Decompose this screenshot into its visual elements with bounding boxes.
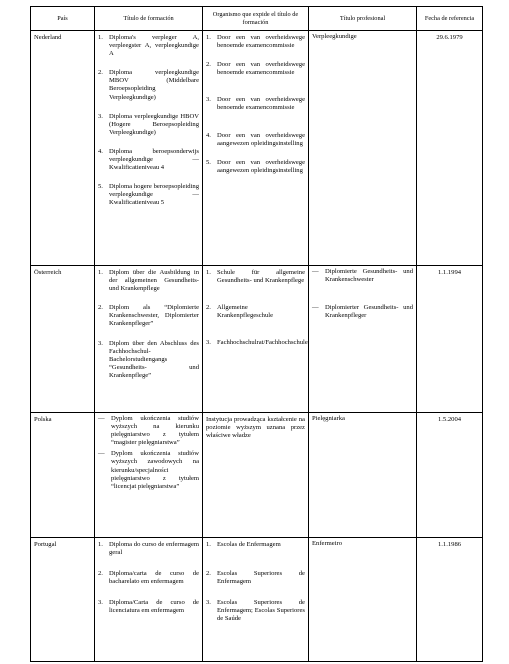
country-cell: Polska xyxy=(31,413,95,538)
list-item: 4. Diploma beroepsonderwijs verpleegkundige — Kwalificatieniveau 4 xyxy=(98,147,199,172)
list-item: 3. Fachhochschulrat/Fachhochschule xyxy=(206,339,308,347)
list-item: 1. Schule für allgemeine Gesundheits- und Krankenpflege xyxy=(206,269,305,285)
list-item: 1. Door een van overheidswege benoemde examencommissie xyxy=(206,34,305,50)
table-row xyxy=(31,31,483,266)
list-item: 3. Door een van overheidswege benoemde examencommissie xyxy=(206,96,305,112)
list-item: 3. Diplom über den Abschluss des Fachhochschul-Bachelorstudiengangs “Gesundheits- und Krankenpflege” xyxy=(98,339,199,379)
country-cell: Österreich xyxy=(31,266,95,413)
list-item: 5. Door een van overheidswege aangewezen opleidingsinstelling xyxy=(206,158,305,174)
issuing-body-cell xyxy=(203,538,309,662)
country-cell: Portugal xyxy=(31,538,95,662)
list-item: 1. Escolas de Enfermagem xyxy=(206,541,281,548)
reference-date-cell: 29.6.1979 xyxy=(417,31,483,266)
reference-date-cell: 1.1.1986 xyxy=(417,538,483,662)
list-item: 2. Escolas Superiores de Enfermagem xyxy=(206,570,305,586)
list-item: 2. Allgemeine Krankenpflegeschule xyxy=(206,304,274,320)
professional-title-cell: Pielęgniarka xyxy=(309,413,417,538)
list-item: 1. Diploma's verpleger A, verpleegster A, verpleegkundige A xyxy=(98,34,199,58)
issuing-body-cell: Instytucja prowadząca kształcenie na poziomie wyższym uznana przez właściwe władze xyxy=(203,413,309,538)
list-item: — Dyplom ukończenia studiów wyższych na kierunku pielęgniarstwo z tytułem “magister pielęgniarstwa” xyxy=(98,415,199,447)
qualifications-table xyxy=(30,6,483,662)
list-item: 4. Door een van overheidswege aangewezen opleidingsinstelling xyxy=(206,131,305,147)
issuing-body-cell xyxy=(203,31,309,266)
header-reference-date: Fecha de referencia xyxy=(417,7,483,31)
issuing-body-cell xyxy=(203,266,309,413)
professional-title-cell: Verpleegkundige xyxy=(309,31,417,266)
list-item: 5. Diploma hogere beroepsopleiding verpleegkundige — Kwalificatieniveau 5 xyxy=(98,183,199,207)
list-item: — Dyplom ukończenia studiów wyższych zawodowych na kierunku/specjalności pielęgniarstwo z tytułem “licencjat pielęgniarstwa” xyxy=(98,450,199,490)
professional-title-cell xyxy=(309,266,417,413)
professional-title-cell: Enfermeiro xyxy=(309,538,417,662)
header-row xyxy=(31,7,483,31)
list-item: 1. Diplom über die Ausbildung in der allgemeinen Gesundheits- und Krankenpflege xyxy=(98,269,199,293)
list-item: 3. Escolas Superiores de Enfermagem; Escolas Superiores de Saúde xyxy=(206,599,305,623)
list-item: — Diplomierte Gesundheits- und Krankenschwester xyxy=(312,268,413,284)
training-title-cell xyxy=(95,266,203,413)
table-row xyxy=(31,413,483,538)
header-professional-title: Título profesional xyxy=(309,7,417,31)
list-item: 1. Diploma do curso de enfermagem geral xyxy=(98,541,199,557)
table-row xyxy=(31,266,483,413)
list-item: 3. Diploma verpleegkundige HBOV (Hogere Beroepsopleiding Verpleegkundige) xyxy=(98,112,199,136)
list-item: 3. Diploma/Carta de curso de licenciatura em enfermagem xyxy=(98,599,199,615)
header-country: País xyxy=(31,7,95,31)
training-title-cell xyxy=(95,413,203,538)
header-training-title: Título de formación xyxy=(95,7,203,31)
table-row xyxy=(31,538,483,662)
training-title-cell xyxy=(95,31,203,266)
list-item: 2. Diploma/carta de curso de bacharelato em enfermagem xyxy=(98,570,199,586)
list-item: 2. Diplom als “Diplomierte Krankenschwester, Diplomierter Krankenpfleger” xyxy=(98,304,199,328)
country-cell: Nederland xyxy=(31,31,95,266)
header-issuing-body: Organismo que expide el título de formación xyxy=(203,7,309,31)
list-item: 2. Diploma verpleegkundige MBOV (Middelbare Beroepsopleiding Verpleegkundige) xyxy=(98,69,199,101)
reference-date-cell: 1.1.1994 xyxy=(417,266,483,413)
list-item: — Diplomierter Gesundheits- und Krankenpfleger xyxy=(312,304,413,320)
training-title-cell xyxy=(95,538,203,662)
reference-date-cell: 1.5.2004 xyxy=(417,413,483,538)
list-item: 2. Door een van overheidswege benoemde examencommissie xyxy=(206,61,305,77)
